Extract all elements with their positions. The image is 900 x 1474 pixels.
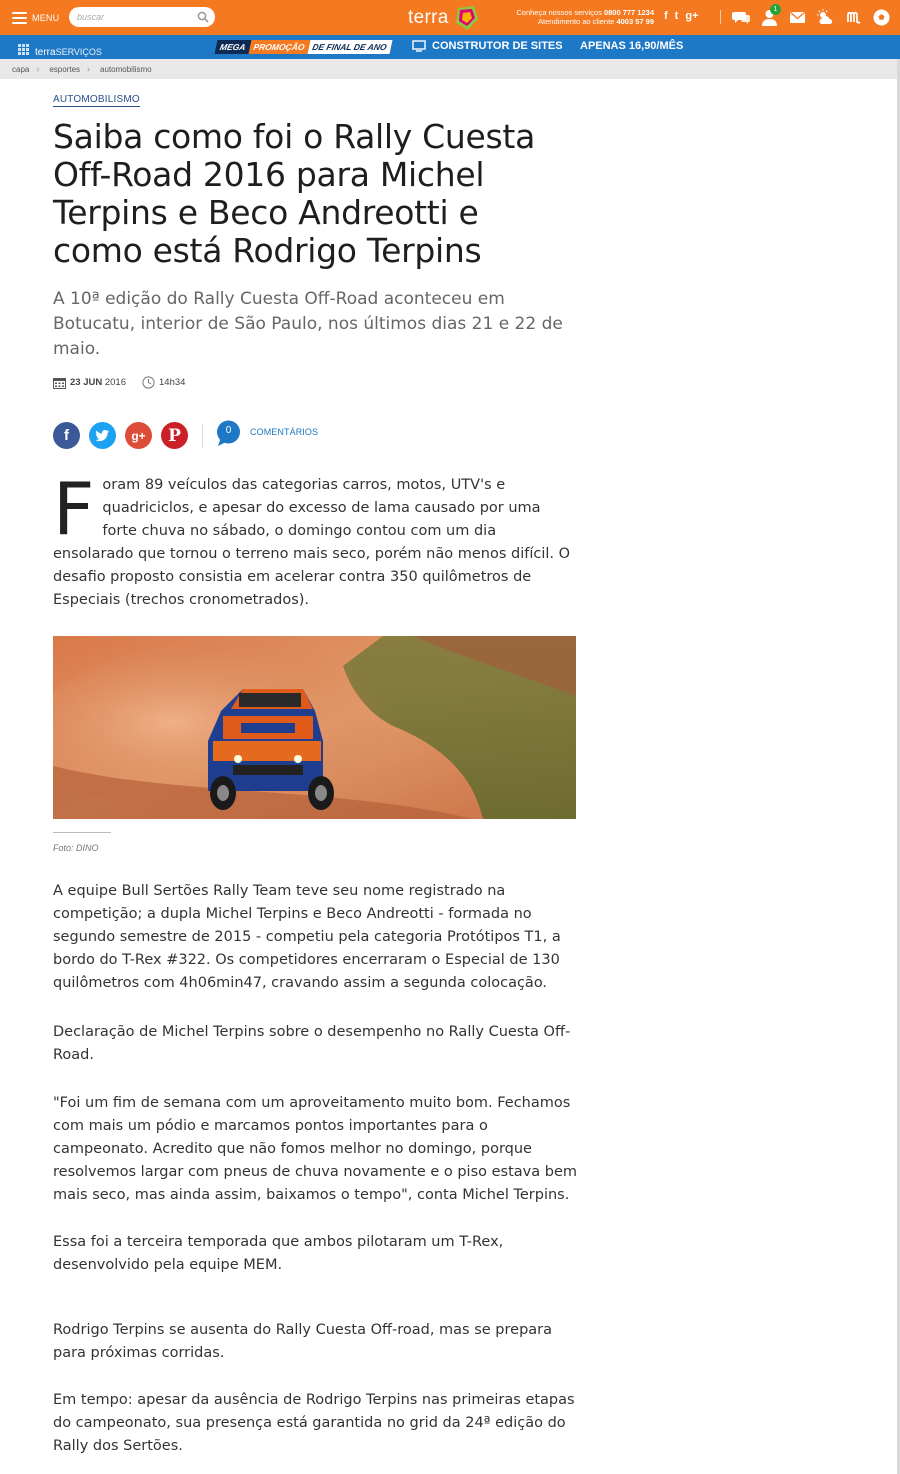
- mail-icon[interactable]: [788, 8, 807, 27]
- search-icon[interactable]: [197, 11, 209, 23]
- rally-car-photo: [53, 636, 576, 819]
- clock-icon: [142, 376, 155, 389]
- photo-caption-rule: [53, 832, 111, 833]
- share-buttons: [53, 422, 188, 449]
- services-bar: [0, 35, 900, 59]
- monitor-icon: [412, 40, 426, 52]
- body-paragraph-2: Declaração de Michel Terpins sobre o desempenho no Rally Cuesta Off-Road.: [53, 1024, 571, 1063]
- body-paragraph-1: A equipe Bull Sertões Rally Team teve seu nome registrado na competição; a dupla Michel Terpins e Beco Andreotti - formada no segundo semestre de 2015 - competiu pela categoria Protótipos T1, a bordo do T-Rex #322. Os competidores encerraram o Especial de 130 quilômetros com 4h06min47, cravando assim a segunda colocação.: [53, 883, 561, 991]
- soccer-ball-icon[interactable]: [872, 8, 891, 27]
- breadcrumb-capa[interactable]: capa: [12, 64, 30, 74]
- share-googleplus-button[interactable]: g+: [125, 422, 152, 449]
- contact-info: [510, 8, 654, 26]
- breadcrumb-esportes[interactable]: esportes: [49, 64, 81, 74]
- contact-line2-prefix: Atendimento ao cliente: [538, 17, 615, 26]
- article-time: 14h34: [159, 377, 186, 388]
- article-subtitle: A 10ª edição do Rally Cuesta Off-Road aconteceu em Botucatu, interior de São Paulo, nos últimos dias 21 e 22 de maio.: [53, 289, 563, 359]
- breadcrumb-chevron-icon: ›: [36, 64, 40, 74]
- header-googleplus-icon[interactable]: g+: [685, 10, 699, 22]
- body-paragraph-5: Rodrigo Terpins se ausenta do Rally Cuesta Off-road, mas se prepara para próximas corridas.: [53, 1322, 553, 1361]
- section-tag[interactable]: AUTOMOBILISMO: [53, 94, 140, 105]
- breadcrumb-automobilismo[interactable]: automobilismo: [100, 64, 152, 74]
- header-icons: [732, 8, 891, 27]
- logo-text: terra: [408, 7, 449, 28]
- lead-text: oram 89 veículos das categorias carros, motos, UTV's e quadriciclos, e apesar do excesso de lama causado por uma forte chuva no sábado, o domingo contou com um dia ensolarado que tornou o terreno mais seco, porém não menos difícil. O desafio proposto consistia em acelerar contra 350 quilômetros de Especiais (trechos cronometrados).: [53, 477, 571, 608]
- photo-credit: Foto: DINO: [53, 843, 99, 853]
- promo-promocao: PROMOÇÃO: [248, 40, 310, 54]
- search-box: [69, 7, 215, 27]
- contact-line1-prefix: Conheça nossos serviços: [516, 8, 602, 17]
- comment-count: 0: [225, 425, 232, 436]
- share-pinterest-button[interactable]: P: [161, 422, 188, 449]
- article-photo[interactable]: [53, 636, 576, 819]
- contact-line1-number[interactable]: 0800 777 1234: [603, 8, 654, 17]
- search-input[interactable]: [77, 10, 195, 24]
- comment-bubble-icon: [215, 420, 242, 444]
- body-paragraph-quote: "Foi um fim de semana com um aproveitamento muito bom. Fechamos com mais um pódio e marcamos pontos importantes para o campeonato. Acredito que não fomos melhor no domingo, porque resolvemos largar com pneus de chuva novamente e o piso estava bem mais seco, mas ainda assim, baixamos o tempo", conta Michel Terpins.: [53, 1095, 577, 1203]
- promo-mega: MEGA: [215, 40, 251, 54]
- hamburger-icon: [12, 12, 27, 24]
- chat-icon[interactable]: [732, 8, 751, 27]
- apps-grid-icon: [18, 44, 29, 55]
- article-date: 23 JUN: [70, 377, 103, 388]
- body-paragraph-4: Essa foi a terceira temporada que ambos pilotaram um T-Rex, desenvolvido pela equipe MEM.: [53, 1234, 504, 1273]
- header-social: [664, 10, 699, 22]
- notification-badge: 1: [770, 4, 781, 15]
- share-facebook-button[interactable]: f: [53, 422, 80, 449]
- site-builder-link[interactable]: [412, 40, 563, 52]
- terra-logo[interactable]: [408, 4, 480, 32]
- comments-link[interactable]: [215, 420, 318, 444]
- horoscope-icon[interactable]: [844, 8, 863, 27]
- share-divider: [202, 424, 203, 448]
- services-brand-sub: SERVIÇOS: [55, 47, 102, 57]
- comments-label: COMENTÁRIOS: [250, 427, 319, 437]
- article-meta: [53, 376, 185, 389]
- terra-logo-icon: [452, 5, 480, 31]
- body-paragraph-6: Em tempo: apesar da ausência de Rodrigo Terpins nas primeiras etapas do campeonato, sua presença está garantida no grid da 24ª edição do Rally dos Sertões.: [53, 1392, 575, 1454]
- top-header: [0, 0, 900, 35]
- terra-servicos-link[interactable]: [18, 40, 102, 59]
- breadcrumb: [0, 59, 900, 79]
- weather-icon[interactable]: [816, 8, 835, 27]
- site-builder-price[interactable]: APENAS 16,90/MÊS: [580, 40, 684, 52]
- menu-button[interactable]: [12, 9, 59, 27]
- drop-cap: F: [53, 467, 95, 551]
- twitter-bird-icon: [95, 430, 110, 442]
- breadcrumb-chevron-icon: ›: [87, 64, 91, 74]
- services-brand-main: terra: [35, 47, 56, 58]
- article-title: Saiba como foi o Rally Cuesta Off-Road 2016 para Michel Terpins e Beco Andreotti e como está Rodrigo Terpins: [53, 117, 535, 270]
- promo-final-de-ano: DE FINAL DE ANO: [307, 40, 392, 54]
- lead-paragraph: [53, 467, 578, 612]
- header-divider: [720, 10, 721, 24]
- header-facebook-icon[interactable]: f: [664, 10, 668, 22]
- header-twitter-icon[interactable]: t: [674, 10, 679, 22]
- article-year: 2016: [104, 377, 126, 388]
- share-twitter-button[interactable]: [89, 422, 116, 449]
- site-builder-label: CONSTRUTOR DE SITES: [432, 40, 563, 52]
- mega-promo-banner[interactable]: [215, 40, 393, 54]
- calendar-icon: [53, 377, 66, 389]
- menu-label: MENU: [32, 13, 60, 23]
- contact-line2-number[interactable]: 4003 57 99: [616, 17, 654, 26]
